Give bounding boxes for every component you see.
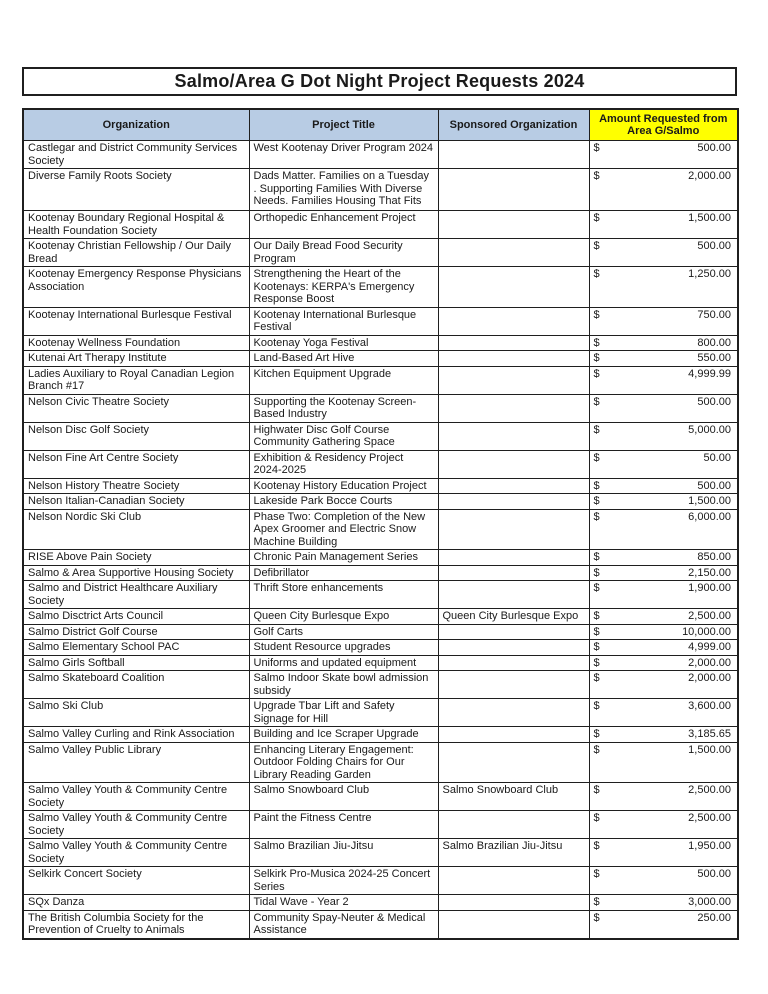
table-row (23, 422, 738, 450)
organization-cell: The British Columbia Society for the Prevention of Cruelty to Animals (23, 910, 249, 939)
table-row (23, 867, 738, 895)
amount-value: 2,500.00 (688, 812, 731, 824)
sponsored-organization-cell (438, 671, 589, 699)
sponsored-organization-cell (438, 394, 589, 422)
table-row (23, 699, 738, 727)
page-title: Salmo/Area G Dot Night Project Requests 2024 (174, 71, 585, 91)
sponsored-organization-cell (438, 335, 589, 351)
amount-value: 1,950.00 (688, 840, 731, 852)
amount-value: 2,500.00 (688, 784, 731, 796)
table-header-row (23, 109, 738, 141)
currency-symbol: $ (593, 395, 600, 408)
project-title-cell: Exhibition & Residency Project 2024-2025 (249, 450, 438, 478)
column-header-amount-requested: Amount Requested from Area G/Salmo (589, 109, 738, 141)
table-row (23, 335, 738, 351)
project-title-cell: Community Spay-Neuter & Medical Assistance (249, 910, 438, 939)
amount-value: 750.00 (697, 308, 731, 321)
table-row (23, 671, 738, 699)
table-row (23, 655, 738, 671)
currency-symbol: $ (593, 308, 600, 321)
column-header-organization: Organization (23, 109, 249, 141)
organization-cell: Selkirk Concert Society (23, 867, 249, 895)
amount-value: 1,500.00 (688, 743, 731, 756)
amount-cell (589, 783, 738, 811)
table-row (23, 141, 738, 169)
project-requests-table (22, 108, 739, 940)
currency-symbol: $ (593, 142, 600, 154)
organization-cell: RISE Above Pain Society (23, 550, 249, 566)
amount-value: 500.00 (697, 868, 731, 880)
table-row (23, 895, 738, 911)
amount-value: 3,600.00 (688, 700, 731, 712)
table-row (23, 169, 738, 211)
amount-cell (589, 509, 738, 550)
currency-symbol: $ (593, 896, 600, 908)
sponsored-organization-cell (438, 351, 589, 367)
sponsored-organization-cell (438, 509, 589, 550)
amount-value: 4,999.00 (688, 641, 731, 653)
document-title-banner (22, 67, 737, 96)
amount-value: 1,900.00 (688, 582, 731, 594)
sponsored-organization-cell (438, 211, 589, 239)
sponsored-organization-cell (438, 742, 589, 783)
amount-cell (589, 422, 738, 450)
organization-cell: Salmo Valley Public Library (23, 742, 249, 783)
sponsored-organization-cell: Queen City Burlesque Expo (438, 609, 589, 625)
organization-cell: Diverse Family Roots Society (23, 169, 249, 211)
table-row (23, 450, 738, 478)
table-row (23, 624, 738, 640)
table-row (23, 478, 738, 494)
table-row (23, 494, 738, 510)
amount-value: 5,000.00 (688, 423, 731, 436)
amount-value: 4,999.99 (688, 367, 731, 380)
table-row (23, 239, 738, 267)
table-row (23, 742, 738, 783)
amount-value: 2,000.00 (688, 672, 731, 684)
project-title-cell: Queen City Burlesque Expo (249, 609, 438, 625)
sponsored-organization-cell (438, 478, 589, 494)
amount-value: 10,000.00 (682, 625, 731, 638)
organization-cell: Ladies Auxiliary to Royal Canadian Legion Branch #17 (23, 366, 249, 394)
project-title-cell: Kootenay Yoga Festival (249, 335, 438, 351)
project-title-cell: West Kootenay Driver Program 2024 (249, 141, 438, 169)
currency-symbol: $ (593, 479, 600, 492)
amount-value: 2,150.00 (688, 566, 731, 579)
sponsored-organization-cell (438, 811, 589, 839)
amount-value: 850.00 (697, 551, 731, 563)
amount-cell (589, 307, 738, 335)
currency-symbol: $ (593, 451, 600, 464)
project-title-cell: Building and Ice Scraper Upgrade (249, 727, 438, 743)
sponsored-organization-cell (438, 169, 589, 211)
currency-symbol: $ (593, 911, 600, 924)
organization-cell: Nelson Fine Art Centre Society (23, 450, 249, 478)
currency-symbol: $ (593, 784, 600, 796)
project-title-cell: Salmo Brazilian Jiu-Jitsu (249, 839, 438, 867)
sponsored-organization-cell (438, 581, 589, 609)
table-row (23, 211, 738, 239)
amount-value: 6,000.00 (688, 510, 731, 523)
amount-cell (589, 640, 738, 656)
sponsored-organization-cell: Salmo Brazilian Jiu-Jitsu (438, 839, 589, 867)
amount-cell (589, 867, 738, 895)
project-title-cell: Supporting the Kootenay Screen-Based Industry (249, 394, 438, 422)
currency-symbol: $ (593, 672, 600, 684)
sponsored-organization-cell (438, 422, 589, 450)
currency-symbol: $ (593, 656, 600, 669)
table-row (23, 811, 738, 839)
organization-cell: Salmo Valley Youth & Community Centre Society (23, 811, 249, 839)
project-title-cell: Land-Based Art Hive (249, 351, 438, 367)
amount-value: 550.00 (697, 352, 731, 364)
project-title-cell: Orthopedic Enhancement Project (249, 211, 438, 239)
amount-cell (589, 581, 738, 609)
amount-value: 3,000.00 (688, 896, 731, 908)
organization-cell: Salmo & Area Supportive Housing Society (23, 565, 249, 581)
amount-value: 800.00 (697, 336, 731, 349)
sponsored-organization-cell (438, 267, 589, 308)
currency-symbol: $ (593, 700, 600, 712)
sponsored-organization-cell (438, 910, 589, 939)
amount-cell (589, 895, 738, 911)
currency-symbol: $ (593, 268, 600, 280)
organization-cell: Salmo Valley Youth & Community Centre Society (23, 783, 249, 811)
organization-cell: Salmo Valley Youth & Community Centre Society (23, 839, 249, 867)
table-row (23, 839, 738, 867)
amount-value: 2,000.00 (688, 656, 731, 669)
project-title-cell: Kootenay International Burlesque Festival (249, 307, 438, 335)
organization-cell: Salmo Ski Club (23, 699, 249, 727)
amount-value: 1,500.00 (688, 495, 731, 507)
amount-cell (589, 727, 738, 743)
currency-symbol: $ (593, 212, 600, 224)
sponsored-organization-cell (438, 624, 589, 640)
table-row (23, 509, 738, 550)
amount-cell (589, 450, 738, 478)
amount-value: 2,000.00 (688, 170, 731, 182)
project-title-cell: Strengthening the Heart of the Kootenays: KERPA's Emergency Response Boost (249, 267, 438, 308)
table-row (23, 609, 738, 625)
amount-cell (589, 910, 738, 939)
amount-cell (589, 699, 738, 727)
project-title-cell: Chronic Pain Management Series (249, 550, 438, 566)
project-title-cell: Uniforms and updated equipment (249, 655, 438, 671)
project-title-cell: Enhancing Literary Engagement: Outdoor Folding Chairs for Our Library Reading Garden (249, 742, 438, 783)
project-title-cell: Highwater Disc Golf Course Community Gathering Space (249, 422, 438, 450)
table-row (23, 550, 738, 566)
project-title-cell: Tidal Wave - Year 2 (249, 895, 438, 911)
table-row (23, 366, 738, 394)
sponsored-organization-cell (438, 366, 589, 394)
currency-symbol: $ (593, 743, 600, 756)
sponsored-organization-cell (438, 895, 589, 911)
project-title-cell: Thrift Store enhancements (249, 581, 438, 609)
amount-value: 1,500.00 (688, 212, 731, 224)
sponsored-organization-cell: Salmo Snowboard Club (438, 783, 589, 811)
currency-symbol: $ (593, 336, 600, 349)
table-row (23, 565, 738, 581)
amount-cell (589, 267, 738, 308)
organization-cell: Kootenay Christian Fellowship / Our Daily Bread (23, 239, 249, 267)
project-title-cell: Selkirk Pro-Musica 2024-25 Concert Series (249, 867, 438, 895)
amount-cell (589, 671, 738, 699)
organization-cell: Salmo and District Healthcare Auxiliary Society (23, 581, 249, 609)
amount-cell (589, 366, 738, 394)
currency-symbol: $ (593, 352, 600, 364)
amount-cell (589, 141, 738, 169)
currency-symbol: $ (593, 367, 600, 380)
table-row (23, 783, 738, 811)
table-row (23, 640, 738, 656)
sponsored-organization-cell (438, 867, 589, 895)
currency-symbol: $ (593, 170, 600, 182)
amount-value: 500.00 (697, 479, 731, 492)
currency-symbol: $ (593, 582, 600, 594)
project-title-cell: Salmo Snowboard Club (249, 783, 438, 811)
organization-cell: Salmo Skateboard Coalition (23, 671, 249, 699)
amount-cell (589, 169, 738, 211)
project-title-cell: Student Resource upgrades (249, 640, 438, 656)
amount-value: 50.00 (703, 451, 731, 464)
organization-cell: Nelson History Theatre Society (23, 478, 249, 494)
table-row (23, 267, 738, 308)
sponsored-organization-cell (438, 565, 589, 581)
organization-cell: Kootenay Boundary Regional Hospital & Health Foundation Society (23, 211, 249, 239)
column-header-sponsored-organization: Sponsored Organization (438, 109, 589, 141)
table-row (23, 351, 738, 367)
amount-cell (589, 478, 738, 494)
amount-value: 500.00 (697, 240, 731, 252)
amount-value: 250.00 (697, 911, 731, 924)
organization-cell: Salmo Disctrict Arts Council (23, 609, 249, 625)
amount-cell (589, 655, 738, 671)
organization-cell: Nelson Italian-Canadian Society (23, 494, 249, 510)
project-title-cell: Kitchen Equipment Upgrade (249, 366, 438, 394)
organization-cell: Kutenai Art Therapy Institute (23, 351, 249, 367)
sponsored-organization-cell (438, 699, 589, 727)
organization-cell: Nelson Nordic Ski Club (23, 509, 249, 550)
amount-value: 500.00 (697, 395, 731, 408)
organization-cell: Salmo Girls Softball (23, 655, 249, 671)
amount-cell (589, 550, 738, 566)
currency-symbol: $ (593, 495, 600, 507)
currency-symbol: $ (593, 868, 600, 880)
currency-symbol: $ (593, 812, 600, 824)
sponsored-organization-cell (438, 655, 589, 671)
amount-cell (589, 609, 738, 625)
organization-cell: Castlegar and District Community Services Society (23, 141, 249, 169)
amount-cell (589, 351, 738, 367)
amount-value: 3,185.65 (688, 728, 731, 740)
organization-cell: Salmo District Golf Course (23, 624, 249, 640)
sponsored-organization-cell (438, 640, 589, 656)
amount-cell (589, 335, 738, 351)
currency-symbol: $ (593, 625, 600, 638)
sponsored-organization-cell (438, 550, 589, 566)
sponsored-organization-cell (438, 307, 589, 335)
currency-symbol: $ (593, 566, 600, 579)
amount-cell (589, 239, 738, 267)
amount-cell (589, 565, 738, 581)
project-title-cell: Golf Carts (249, 624, 438, 640)
currency-symbol: $ (593, 610, 600, 622)
sponsored-organization-cell (438, 450, 589, 478)
amount-cell (589, 624, 738, 640)
sponsored-organization-cell (438, 239, 589, 267)
currency-symbol: $ (593, 641, 600, 653)
amount-cell (589, 211, 738, 239)
currency-symbol: $ (593, 240, 600, 252)
organization-cell: Nelson Civic Theatre Society (23, 394, 249, 422)
organization-cell: Kootenay International Burlesque Festival (23, 307, 249, 335)
amount-value: 1,250.00 (688, 268, 731, 280)
table-row (23, 581, 738, 609)
sponsored-organization-cell (438, 494, 589, 510)
column-header-project-title: Project Title (249, 109, 438, 141)
project-title-cell: Defibrillator (249, 565, 438, 581)
table-row (23, 307, 738, 335)
project-title-cell: Kootenay History Education Project (249, 478, 438, 494)
project-title-cell: Dads Matter. Families on a Tuesday . Supporting Families With Diverse Needs. Families Housing That Fits (249, 169, 438, 211)
sponsored-organization-cell (438, 727, 589, 743)
amount-cell (589, 811, 738, 839)
sponsored-organization-cell (438, 141, 589, 169)
amount-value: 500.00 (697, 142, 731, 154)
organization-cell: SQx Danza (23, 895, 249, 911)
organization-cell: Nelson Disc Golf Society (23, 422, 249, 450)
amount-cell (589, 839, 738, 867)
organization-cell: Kootenay Wellness Foundation (23, 335, 249, 351)
project-title-cell: Our Daily Bread Food Security Program (249, 239, 438, 267)
currency-symbol: $ (593, 510, 600, 523)
amount-cell (589, 742, 738, 783)
project-title-cell: Phase Two: Completion of the New Apex Groomer and Electric Snow Machine Building (249, 509, 438, 550)
currency-symbol: $ (593, 423, 600, 436)
amount-cell (589, 494, 738, 510)
amount-cell (589, 394, 738, 422)
table-body (23, 141, 738, 939)
table-row (23, 394, 738, 422)
organization-cell: Kootenay Emergency Response Physicians Association (23, 267, 249, 308)
currency-symbol: $ (593, 728, 600, 740)
amount-value: 2,500.00 (688, 610, 731, 622)
project-title-cell: Paint the Fitness Centre (249, 811, 438, 839)
organization-cell: Salmo Elementary School PAC (23, 640, 249, 656)
project-title-cell: Lakeside Park Bocce Courts (249, 494, 438, 510)
table-row (23, 727, 738, 743)
currency-symbol: $ (593, 840, 600, 852)
table-row (23, 910, 738, 939)
organization-cell: Salmo Valley Curling and Rink Association (23, 727, 249, 743)
project-title-cell: Upgrade Tbar Lift and Safety Signage for Hill (249, 699, 438, 727)
currency-symbol: $ (593, 551, 600, 563)
project-title-cell: Salmo Indoor Skate bowl admission subsidy (249, 671, 438, 699)
